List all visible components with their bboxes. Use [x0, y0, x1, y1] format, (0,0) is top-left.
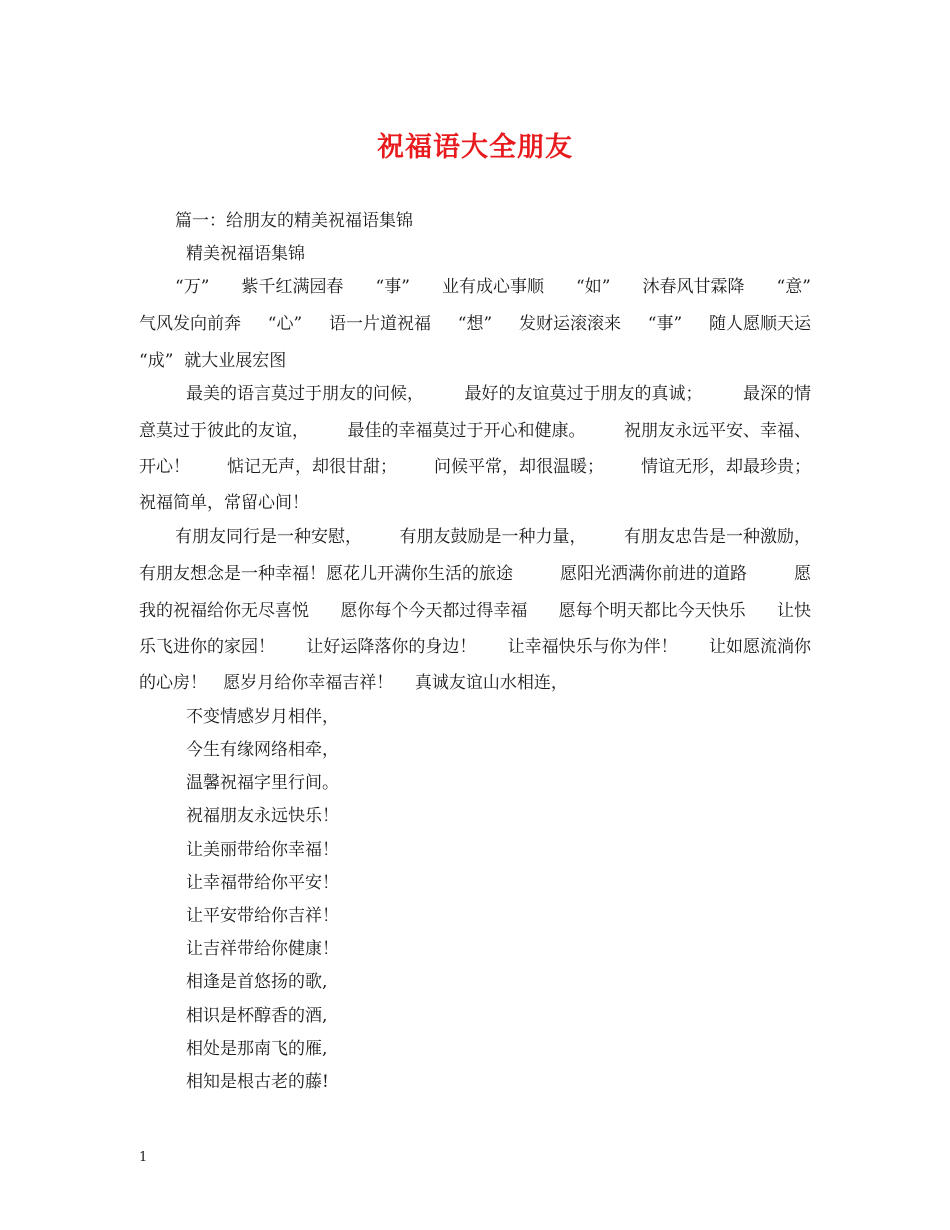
text-segment: 祝朋友永远平安、幸福、 [624, 421, 811, 441]
text-segment: 紫千红满园春 [241, 277, 344, 297]
poem-line: 让吉祥带给你健康！ [186, 939, 339, 959]
text-segment: “事” [375, 277, 410, 297]
text-segment: 有朋友忠告是一种激励， [624, 527, 811, 547]
document-title: 祝福语大全朋友 [377, 132, 573, 163]
para3-line-4 [139, 636, 811, 658]
para2-line-1 [186, 383, 811, 405]
text-segment: 问候平常，却很温暖； [434, 457, 604, 477]
poem-line: 相识是杯醇香的酒, [186, 1006, 328, 1026]
text-segment: 最好的友谊莫过于朋友的真诚； [464, 384, 703, 404]
text-segment: 业有成心事顺 [441, 277, 544, 297]
poem-line: 相处是那南飞的雁, [186, 1039, 328, 1059]
text-segment: 愿每个明天都比今天快乐 [558, 601, 746, 621]
text-segment: 最深的情 [743, 384, 811, 404]
subheading: 精美祝福语集锦 [186, 244, 305, 264]
text-segment: 气风发向前奔 [139, 314, 241, 334]
text-segment: 真诚友谊山水相连， [414, 673, 568, 693]
text-segment: 让如愿流淌你 [708, 637, 811, 657]
poem-line: 祝福朋友永远快乐！ [186, 806, 339, 826]
text-segment: 惦记无声，却很甘甜； [227, 457, 397, 477]
text-segment: “事” [647, 314, 683, 334]
poem-line: 让平安带给你吉祥！ [186, 906, 339, 926]
text-segment: “意” [776, 277, 811, 297]
text-segment: 意莫过于彼此的友谊， [139, 421, 309, 441]
para2-line-2 [139, 420, 811, 442]
text-segment: 让好运降落你的身边！ [306, 637, 477, 657]
text-segment: “万” [175, 277, 210, 297]
text-segment: 的心房！ [139, 673, 207, 693]
text-segment: 开心！ [139, 457, 190, 477]
text-segment: 发财运滚滚来 [518, 314, 621, 334]
para3-line-1 [175, 526, 811, 548]
text-segment: 愿你每个今天都过得幸福 [340, 601, 528, 621]
text-segment: 就大业展宏图 [184, 351, 287, 371]
text-segment: 情谊无形，却最珍贵； [641, 457, 811, 477]
poem-line: 相知是根古老的藤! [186, 1072, 329, 1092]
para1-line-1 [175, 276, 811, 298]
para1-line-3 [139, 350, 286, 372]
text-segment: “成” [139, 351, 174, 371]
text-segment: “如” [576, 277, 611, 297]
para2-line-4: 祝福简单，常留心间！ [139, 493, 309, 513]
poem-line: 不变情感岁月相伴， [186, 707, 339, 727]
text-segment: 随人愿顺天运 [708, 314, 811, 334]
text-segment: “想” [457, 314, 493, 334]
text-segment: 有朋友鼓励是一种力量， [399, 527, 587, 547]
poem-line: 让幸福带给你平安！ [186, 873, 339, 893]
text-segment: 语一片道祝福 [328, 314, 431, 334]
text-segment: 沐春风甘霖降 [642, 277, 745, 297]
poem-line: 让美丽带给你幸福！ [186, 840, 339, 860]
text-segment: 让幸福快乐与你为伴！ [507, 637, 678, 657]
para3-line-2 [139, 563, 811, 585]
text-segment: 有朋友同行是一种安慰， [175, 527, 362, 547]
text-segment: 最美的语言莫过于朋友的问候， [186, 384, 424, 404]
page-number: 1 [139, 1150, 148, 1165]
text-segment: 乐飞进你的家园！ [139, 637, 275, 657]
text-segment: 让快 [776, 601, 811, 621]
poem-line: 相逢是首悠扬的歌, [186, 972, 328, 992]
para3-line-3 [139, 600, 811, 622]
para2-line-3 [139, 456, 811, 478]
para3-line-5 [139, 672, 568, 694]
text-segment: 愿 [794, 564, 811, 584]
para1-line-2 [139, 313, 811, 335]
section-heading: 篇一：给朋友的精美祝福语集锦 [175, 211, 413, 231]
text-segment: 我的祝福给你无尽喜悦 [139, 601, 309, 621]
poem-line: 今生有缘网络相牵， [186, 740, 339, 760]
poem-line: 温馨祝福字里行间。 [186, 773, 339, 793]
text-segment: 最佳的幸福莫过于开心和健康。 [347, 421, 586, 441]
text-segment: “心” [267, 314, 303, 334]
text-segment: 有朋友想念是一种幸福！愿花儿开满你生活的旅途 [139, 564, 513, 584]
text-segment: 愿阳光洒满你前进的道路 [560, 564, 747, 584]
text-segment: 愿岁月给你幸福吉祥！ [223, 673, 394, 693]
